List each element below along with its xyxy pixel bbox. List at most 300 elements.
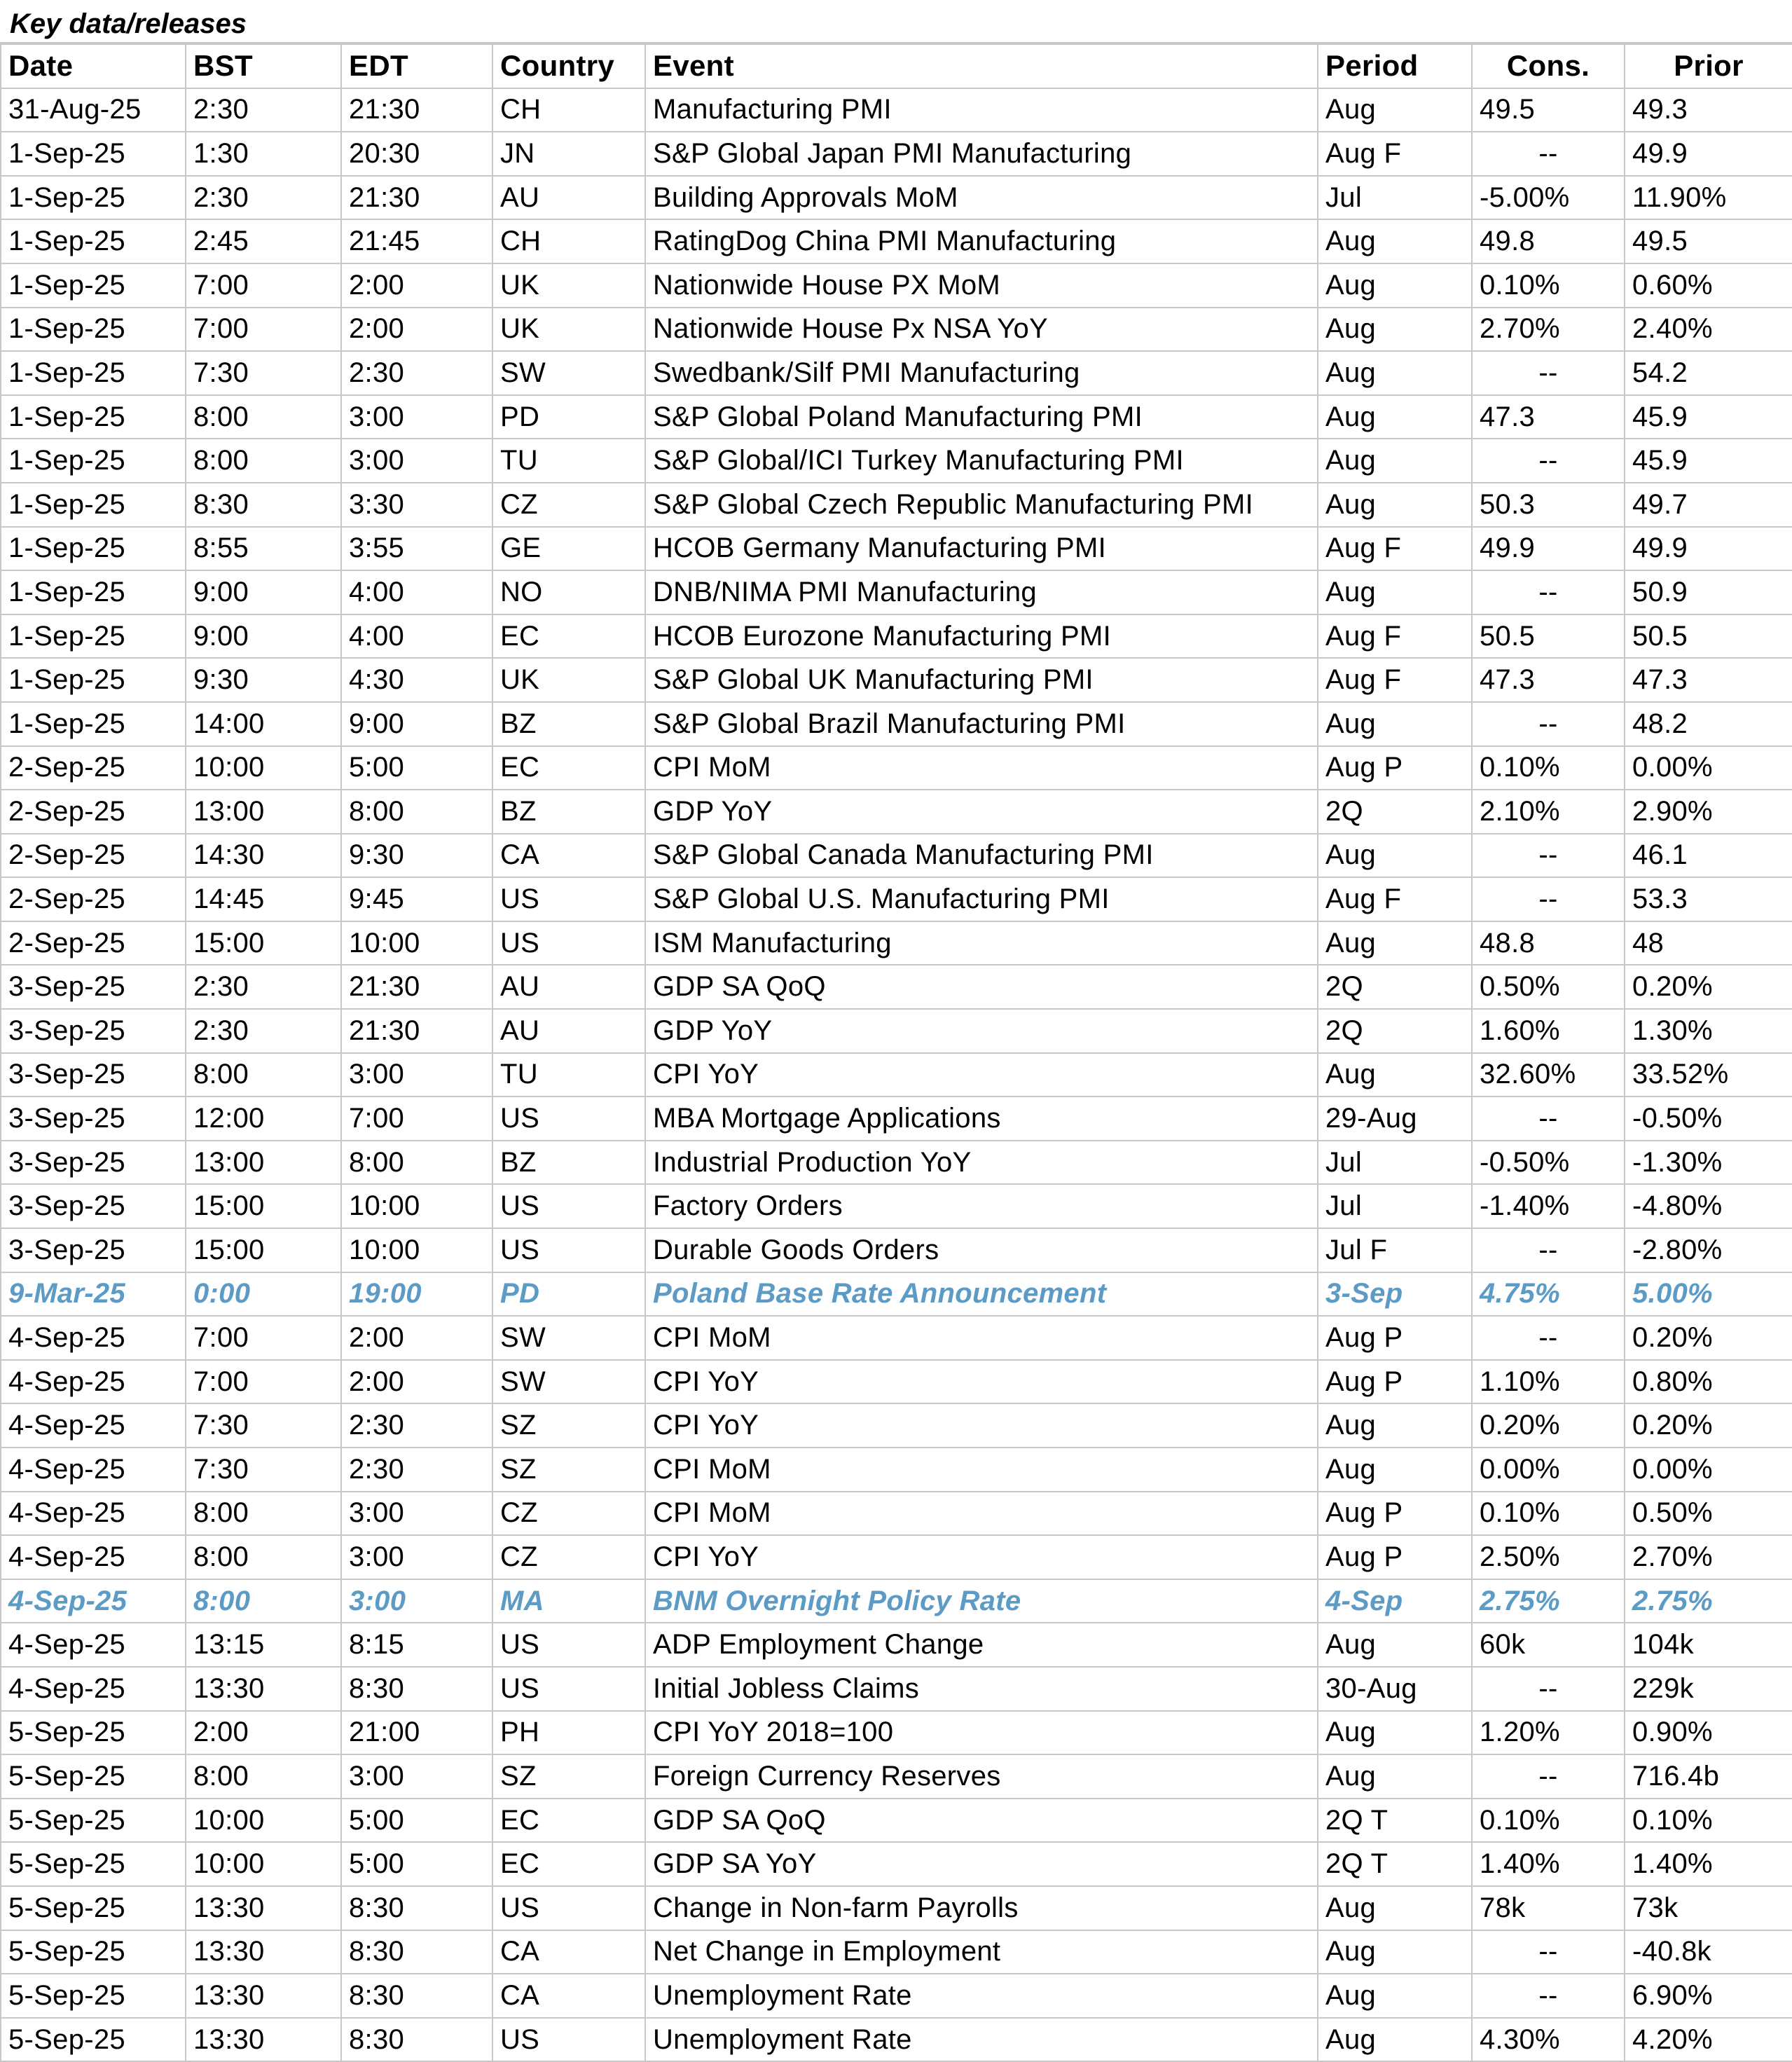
- cell-event[interactable]: ADP Employment Change: [645, 1623, 1318, 1667]
- cell-bst[interactable]: 2:00: [186, 1711, 341, 1755]
- header-period[interactable]: Period: [1318, 44, 1472, 88]
- cell-date[interactable]: 4-Sep-25: [1, 1316, 186, 1360]
- cell-event[interactable]: BNM Overnight Policy Rate: [645, 1579, 1318, 1623]
- cell-edt[interactable]: 2:00: [341, 1360, 492, 1404]
- cell-bst[interactable]: 7:00: [186, 1316, 341, 1360]
- cell-period[interactable]: Aug: [1318, 308, 1472, 352]
- cell-country[interactable]: BZ: [492, 702, 645, 746]
- cell-cons[interactable]: 0.10%: [1472, 1799, 1625, 1843]
- cell-edt[interactable]: 9:00: [341, 702, 492, 746]
- cell-event[interactable]: Nationwide House PX MoM: [645, 263, 1318, 308]
- cell-prior[interactable]: 0.10%: [1625, 1799, 1792, 1843]
- cell-cons[interactable]: -5.00%: [1472, 176, 1625, 220]
- cell-edt[interactable]: 8:00: [341, 790, 492, 834]
- cell-country[interactable]: CZ: [492, 483, 645, 527]
- cell-country[interactable]: US: [492, 877, 645, 921]
- cell-date[interactable]: 9-Mar-25: [1, 1272, 186, 1317]
- cell-country[interactable]: PD: [492, 395, 645, 439]
- cell-country[interactable]: EC: [492, 746, 645, 790]
- cell-period[interactable]: Aug: [1318, 834, 1472, 878]
- cell-period[interactable]: Aug: [1318, 263, 1472, 308]
- cell-country[interactable]: JN: [492, 132, 645, 176]
- cell-date[interactable]: 1-Sep-25: [1, 570, 186, 614]
- cell-edt[interactable]: 7:00: [341, 1097, 492, 1141]
- cell-edt[interactable]: 19:00: [341, 1272, 492, 1317]
- cell-cons[interactable]: 48.8: [1472, 921, 1625, 965]
- cell-edt[interactable]: 3:00: [341, 1579, 492, 1623]
- cell-prior[interactable]: 0.00%: [1625, 746, 1792, 790]
- cell-prior[interactable]: 50.9: [1625, 570, 1792, 614]
- cell-cons[interactable]: --: [1472, 1316, 1625, 1360]
- cell-period[interactable]: Aug P: [1318, 1535, 1472, 1579]
- cell-period[interactable]: 2Q: [1318, 965, 1472, 1009]
- cell-event[interactable]: S&P Global/ICI Turkey Manufacturing PMI: [645, 439, 1318, 483]
- cell-period[interactable]: Aug: [1318, 1403, 1472, 1448]
- cell-date[interactable]: 1-Sep-25: [1, 132, 186, 176]
- cell-event[interactable]: S&P Global Poland Manufacturing PMI: [645, 395, 1318, 439]
- cell-date[interactable]: 1-Sep-25: [1, 527, 186, 571]
- cell-event[interactable]: HCOB Germany Manufacturing PMI: [645, 527, 1318, 571]
- cell-edt[interactable]: 5:00: [341, 1842, 492, 1886]
- cell-edt[interactable]: 3:30: [341, 483, 492, 527]
- cell-bst[interactable]: 14:30: [186, 834, 341, 878]
- cell-edt[interactable]: 3:00: [341, 1754, 492, 1799]
- cell-date[interactable]: 1-Sep-25: [1, 439, 186, 483]
- cell-country[interactable]: EC: [492, 614, 645, 659]
- cell-prior[interactable]: 2.75%: [1625, 1579, 1792, 1623]
- cell-prior[interactable]: 48: [1625, 921, 1792, 965]
- cell-prior[interactable]: 54.2: [1625, 351, 1792, 395]
- header-prior[interactable]: Prior: [1625, 44, 1792, 88]
- cell-country[interactable]: NO: [492, 570, 645, 614]
- cell-event[interactable]: S&P Global Brazil Manufacturing PMI: [645, 702, 1318, 746]
- cell-date[interactable]: 4-Sep-25: [1, 1448, 186, 1492]
- cell-bst[interactable]: 7:00: [186, 1360, 341, 1404]
- cell-country[interactable]: AU: [492, 1009, 645, 1053]
- cell-bst[interactable]: 8:00: [186, 1754, 341, 1799]
- cell-bst[interactable]: 14:00: [186, 702, 341, 746]
- cell-country[interactable]: EC: [492, 1842, 645, 1886]
- cell-bst[interactable]: 13:30: [186, 1667, 341, 1711]
- cell-period[interactable]: Aug F: [1318, 877, 1472, 921]
- cell-country[interactable]: CZ: [492, 1535, 645, 1579]
- cell-prior[interactable]: 5.00%: [1625, 1272, 1792, 1317]
- cell-cons[interactable]: --: [1472, 1228, 1625, 1272]
- cell-period[interactable]: Aug: [1318, 351, 1472, 395]
- cell-date[interactable]: 3-Sep-25: [1, 1228, 186, 1272]
- cell-date[interactable]: 5-Sep-25: [1, 2018, 186, 2062]
- cell-date[interactable]: 1-Sep-25: [1, 263, 186, 308]
- cell-prior[interactable]: 1.30%: [1625, 1009, 1792, 1053]
- cell-date[interactable]: 5-Sep-25: [1, 1842, 186, 1886]
- cell-country[interactable]: US: [492, 1097, 645, 1141]
- cell-event[interactable]: Change in Non-farm Payrolls: [645, 1886, 1318, 1930]
- cell-prior[interactable]: 49.9: [1625, 527, 1792, 571]
- cell-cons[interactable]: --: [1472, 351, 1625, 395]
- cell-cons[interactable]: 0.00%: [1472, 1448, 1625, 1492]
- cell-edt[interactable]: 3:55: [341, 527, 492, 571]
- cell-period[interactable]: Aug: [1318, 1974, 1472, 2018]
- cell-edt[interactable]: 21:30: [341, 1009, 492, 1053]
- cell-cons[interactable]: 47.3: [1472, 658, 1625, 702]
- cell-date[interactable]: 1-Sep-25: [1, 614, 186, 659]
- cell-period[interactable]: Jul: [1318, 1184, 1472, 1228]
- header-edt[interactable]: EDT: [341, 44, 492, 88]
- cell-cons[interactable]: 0.20%: [1472, 1403, 1625, 1448]
- cell-period[interactable]: Aug: [1318, 439, 1472, 483]
- cell-bst[interactable]: 7:30: [186, 1448, 341, 1492]
- cell-cons[interactable]: -0.50%: [1472, 1141, 1625, 1185]
- cell-date[interactable]: 1-Sep-25: [1, 483, 186, 527]
- cell-cons[interactable]: -1.40%: [1472, 1184, 1625, 1228]
- cell-country[interactable]: BZ: [492, 1141, 645, 1185]
- cell-country[interactable]: CH: [492, 219, 645, 263]
- cell-date[interactable]: 3-Sep-25: [1, 965, 186, 1009]
- cell-period[interactable]: Aug: [1318, 219, 1472, 263]
- cell-cons[interactable]: 0.50%: [1472, 965, 1625, 1009]
- cell-prior[interactable]: 6.90%: [1625, 1974, 1792, 2018]
- cell-prior[interactable]: 0.50%: [1625, 1492, 1792, 1536]
- cell-edt[interactable]: 2:30: [341, 1448, 492, 1492]
- cell-bst[interactable]: 7:30: [186, 1403, 341, 1448]
- cell-event[interactable]: Initial Jobless Claims: [645, 1667, 1318, 1711]
- cell-edt[interactable]: 4:00: [341, 570, 492, 614]
- cell-country[interactable]: US: [492, 1623, 645, 1667]
- cell-country[interactable]: MA: [492, 1579, 645, 1623]
- cell-country[interactable]: SW: [492, 1316, 645, 1360]
- cell-bst[interactable]: 12:00: [186, 1097, 341, 1141]
- cell-prior[interactable]: 0.20%: [1625, 1403, 1792, 1448]
- cell-cons[interactable]: 0.10%: [1472, 1492, 1625, 1536]
- cell-event[interactable]: Poland Base Rate Announcement: [645, 1272, 1318, 1317]
- cell-event[interactable]: Unemployment Rate: [645, 1974, 1318, 2018]
- cell-cons[interactable]: --: [1472, 1667, 1625, 1711]
- cell-period[interactable]: Aug: [1318, 1886, 1472, 1930]
- cell-country[interactable]: TU: [492, 1053, 645, 1097]
- cell-period[interactable]: Jul: [1318, 176, 1472, 220]
- cell-period[interactable]: Aug F: [1318, 132, 1472, 176]
- cell-prior[interactable]: -4.80%: [1625, 1184, 1792, 1228]
- cell-date[interactable]: 3-Sep-25: [1, 1184, 186, 1228]
- cell-date[interactable]: 2-Sep-25: [1, 921, 186, 965]
- cell-period[interactable]: Aug: [1318, 921, 1472, 965]
- cell-edt[interactable]: 21:30: [341, 176, 492, 220]
- cell-date[interactable]: 3-Sep-25: [1, 1097, 186, 1141]
- cell-bst[interactable]: 15:00: [186, 1184, 341, 1228]
- cell-event[interactable]: GDP YoY: [645, 790, 1318, 834]
- cell-cons[interactable]: --: [1472, 439, 1625, 483]
- cell-bst[interactable]: 2:30: [186, 965, 341, 1009]
- cell-date[interactable]: 1-Sep-25: [1, 395, 186, 439]
- cell-bst[interactable]: 8:30: [186, 483, 341, 527]
- cell-date[interactable]: 2-Sep-25: [1, 834, 186, 878]
- cell-prior[interactable]: 0.20%: [1625, 965, 1792, 1009]
- cell-cons[interactable]: 1.40%: [1472, 1842, 1625, 1886]
- cell-bst[interactable]: 1:30: [186, 132, 341, 176]
- cell-edt[interactable]: 9:30: [341, 834, 492, 878]
- cell-period[interactable]: Aug: [1318, 1930, 1472, 1974]
- cell-cons[interactable]: 1.60%: [1472, 1009, 1625, 1053]
- cell-date[interactable]: 3-Sep-25: [1, 1009, 186, 1053]
- cell-country[interactable]: SW: [492, 351, 645, 395]
- cell-prior[interactable]: 2.40%: [1625, 308, 1792, 352]
- cell-country[interactable]: CA: [492, 834, 645, 878]
- cell-country[interactable]: SW: [492, 1360, 645, 1404]
- cell-bst[interactable]: 13:30: [186, 1886, 341, 1930]
- cell-date[interactable]: 4-Sep-25: [1, 1403, 186, 1448]
- cell-cons[interactable]: 32.60%: [1472, 1053, 1625, 1097]
- cell-edt[interactable]: 3:00: [341, 395, 492, 439]
- cell-edt[interactable]: 3:00: [341, 1535, 492, 1579]
- cell-bst[interactable]: 13:30: [186, 2018, 341, 2062]
- cell-prior[interactable]: 1.40%: [1625, 1842, 1792, 1886]
- cell-period[interactable]: Aug: [1318, 88, 1472, 132]
- cell-cons[interactable]: --: [1472, 834, 1625, 878]
- cell-bst[interactable]: 7:30: [186, 351, 341, 395]
- cell-prior[interactable]: 0.00%: [1625, 1448, 1792, 1492]
- cell-country[interactable]: UK: [492, 658, 645, 702]
- cell-date[interactable]: 5-Sep-25: [1, 1886, 186, 1930]
- cell-cons[interactable]: 2.50%: [1472, 1535, 1625, 1579]
- cell-edt[interactable]: 21:30: [341, 965, 492, 1009]
- cell-event[interactable]: Durable Goods Orders: [645, 1228, 1318, 1272]
- cell-cons[interactable]: 50.3: [1472, 483, 1625, 527]
- cell-bst[interactable]: 0:00: [186, 1272, 341, 1317]
- cell-date[interactable]: 2-Sep-25: [1, 877, 186, 921]
- cell-event[interactable]: MBA Mortgage Applications: [645, 1097, 1318, 1141]
- cell-cons[interactable]: 1.20%: [1472, 1711, 1625, 1755]
- cell-event[interactable]: DNB/NIMA PMI Manufacturing: [645, 570, 1318, 614]
- cell-bst[interactable]: 8:55: [186, 527, 341, 571]
- cell-date[interactable]: 4-Sep-25: [1, 1579, 186, 1623]
- cell-prior[interactable]: 4.20%: [1625, 2018, 1792, 2062]
- cell-edt[interactable]: 8:30: [341, 1886, 492, 1930]
- cell-event[interactable]: Industrial Production YoY: [645, 1141, 1318, 1185]
- cell-prior[interactable]: 2.90%: [1625, 790, 1792, 834]
- cell-edt[interactable]: 10:00: [341, 921, 492, 965]
- cell-prior[interactable]: 49.3: [1625, 88, 1792, 132]
- cell-bst[interactable]: 10:00: [186, 1799, 341, 1843]
- cell-prior[interactable]: 49.5: [1625, 219, 1792, 263]
- cell-prior[interactable]: 45.9: [1625, 439, 1792, 483]
- cell-date[interactable]: 4-Sep-25: [1, 1623, 186, 1667]
- cell-event[interactable]: S&P Global Canada Manufacturing PMI: [645, 834, 1318, 878]
- cell-period[interactable]: Aug: [1318, 1754, 1472, 1799]
- cell-edt[interactable]: 8:30: [341, 1974, 492, 2018]
- cell-date[interactable]: 3-Sep-25: [1, 1053, 186, 1097]
- cell-period[interactable]: Aug P: [1318, 1316, 1472, 1360]
- cell-bst[interactable]: 13:30: [186, 1930, 341, 1974]
- cell-cons[interactable]: --: [1472, 702, 1625, 746]
- cell-date[interactable]: 1-Sep-25: [1, 351, 186, 395]
- cell-period[interactable]: Aug: [1318, 1053, 1472, 1097]
- cell-edt[interactable]: 8:30: [341, 1667, 492, 1711]
- cell-prior[interactable]: -0.50%: [1625, 1097, 1792, 1141]
- cell-edt[interactable]: 4:30: [341, 658, 492, 702]
- cell-prior[interactable]: 229k: [1625, 1667, 1792, 1711]
- cell-date[interactable]: 4-Sep-25: [1, 1667, 186, 1711]
- cell-prior[interactable]: 104k: [1625, 1623, 1792, 1667]
- cell-edt[interactable]: 8:15: [341, 1623, 492, 1667]
- cell-event[interactable]: CPI YoY: [645, 1403, 1318, 1448]
- cell-edt[interactable]: 5:00: [341, 1799, 492, 1843]
- cell-cons[interactable]: 49.8: [1472, 219, 1625, 263]
- cell-period[interactable]: Aug: [1318, 395, 1472, 439]
- cell-country[interactable]: AU: [492, 965, 645, 1009]
- cell-period[interactable]: Aug F: [1318, 658, 1472, 702]
- cell-edt[interactable]: 9:45: [341, 877, 492, 921]
- cell-event[interactable]: CPI MoM: [645, 1448, 1318, 1492]
- cell-prior[interactable]: 48.2: [1625, 702, 1792, 746]
- cell-cons[interactable]: 4.75%: [1472, 1272, 1625, 1317]
- cell-edt[interactable]: 2:00: [341, 308, 492, 352]
- cell-cons[interactable]: 50.5: [1472, 614, 1625, 659]
- cell-bst[interactable]: 7:00: [186, 263, 341, 308]
- cell-prior[interactable]: 0.90%: [1625, 1711, 1792, 1755]
- cell-period[interactable]: 3-Sep: [1318, 1272, 1472, 1317]
- cell-country[interactable]: US: [492, 1886, 645, 1930]
- cell-date[interactable]: 3-Sep-25: [1, 1141, 186, 1185]
- cell-period[interactable]: Aug P: [1318, 1492, 1472, 1536]
- cell-edt[interactable]: 10:00: [341, 1228, 492, 1272]
- cell-period[interactable]: Aug: [1318, 702, 1472, 746]
- cell-period[interactable]: 2Q T: [1318, 1842, 1472, 1886]
- cell-bst[interactable]: 8:00: [186, 395, 341, 439]
- cell-event[interactable]: CPI YoY: [645, 1360, 1318, 1404]
- cell-period[interactable]: 29-Aug: [1318, 1097, 1472, 1141]
- cell-period[interactable]: Aug: [1318, 483, 1472, 527]
- cell-cons[interactable]: --: [1472, 1974, 1625, 2018]
- cell-event[interactable]: GDP SA QoQ: [645, 965, 1318, 1009]
- cell-country[interactable]: CH: [492, 88, 645, 132]
- cell-event[interactable]: RatingDog China PMI Manufacturing: [645, 219, 1318, 263]
- cell-bst[interactable]: 13:15: [186, 1623, 341, 1667]
- cell-country[interactable]: US: [492, 1667, 645, 1711]
- cell-bst[interactable]: 15:00: [186, 921, 341, 965]
- cell-bst[interactable]: 2:30: [186, 88, 341, 132]
- cell-prior[interactable]: -1.30%: [1625, 1141, 1792, 1185]
- cell-cons[interactable]: 2.75%: [1472, 1579, 1625, 1623]
- cell-cons[interactable]: 2.70%: [1472, 308, 1625, 352]
- cell-prior[interactable]: 11.90%: [1625, 176, 1792, 220]
- cell-event[interactable]: Nationwide House Px NSA YoY: [645, 308, 1318, 352]
- cell-bst[interactable]: 8:00: [186, 1053, 341, 1097]
- cell-country[interactable]: PH: [492, 1711, 645, 1755]
- cell-bst[interactable]: 9:00: [186, 570, 341, 614]
- cell-bst[interactable]: 7:00: [186, 308, 341, 352]
- cell-period[interactable]: Aug: [1318, 570, 1472, 614]
- cell-edt[interactable]: 3:00: [341, 439, 492, 483]
- cell-country[interactable]: US: [492, 921, 645, 965]
- cell-prior[interactable]: 47.3: [1625, 658, 1792, 702]
- cell-period[interactable]: 30-Aug: [1318, 1667, 1472, 1711]
- cell-country[interactable]: AU: [492, 176, 645, 220]
- cell-country[interactable]: US: [492, 1184, 645, 1228]
- cell-edt[interactable]: 5:00: [341, 746, 492, 790]
- cell-period[interactable]: Jul: [1318, 1141, 1472, 1185]
- cell-cons[interactable]: 49.9: [1472, 527, 1625, 571]
- cell-cons[interactable]: --: [1472, 1930, 1625, 1974]
- cell-date[interactable]: 4-Sep-25: [1, 1360, 186, 1404]
- cell-country[interactable]: CA: [492, 1974, 645, 2018]
- cell-edt[interactable]: 2:00: [341, 1316, 492, 1360]
- header-cons[interactable]: Cons.: [1472, 44, 1625, 88]
- cell-country[interactable]: SZ: [492, 1448, 645, 1492]
- cell-event[interactable]: GDP YoY: [645, 1009, 1318, 1053]
- cell-country[interactable]: SZ: [492, 1754, 645, 1799]
- header-bst[interactable]: BST: [186, 44, 341, 88]
- cell-cons[interactable]: --: [1472, 570, 1625, 614]
- cell-period[interactable]: 2Q: [1318, 790, 1472, 834]
- cell-country[interactable]: CA: [492, 1930, 645, 1974]
- cell-cons[interactable]: 47.3: [1472, 395, 1625, 439]
- cell-cons[interactable]: 0.10%: [1472, 746, 1625, 790]
- cell-prior[interactable]: 33.52%: [1625, 1053, 1792, 1097]
- cell-period[interactable]: 4-Sep: [1318, 1579, 1472, 1623]
- cell-date[interactable]: 2-Sep-25: [1, 790, 186, 834]
- cell-event[interactable]: ISM Manufacturing: [645, 921, 1318, 965]
- cell-event[interactable]: CPI YoY: [645, 1535, 1318, 1579]
- cell-date[interactable]: 4-Sep-25: [1, 1535, 186, 1579]
- cell-country[interactable]: SZ: [492, 1403, 645, 1448]
- cell-country[interactable]: UK: [492, 263, 645, 308]
- cell-period[interactable]: Aug F: [1318, 614, 1472, 659]
- cell-cons[interactable]: 49.5: [1472, 88, 1625, 132]
- cell-prior[interactable]: 0.20%: [1625, 1316, 1792, 1360]
- cell-edt[interactable]: 8:30: [341, 1930, 492, 1974]
- cell-edt[interactable]: 10:00: [341, 1184, 492, 1228]
- cell-bst[interactable]: 14:45: [186, 877, 341, 921]
- cell-bst[interactable]: 9:00: [186, 614, 341, 659]
- cell-event[interactable]: Swedbank/Silf PMI Manufacturing: [645, 351, 1318, 395]
- cell-event[interactable]: Net Change in Employment: [645, 1930, 1318, 1974]
- cell-prior[interactable]: 716.4b: [1625, 1754, 1792, 1799]
- cell-edt[interactable]: 20:30: [341, 132, 492, 176]
- cell-bst[interactable]: 8:00: [186, 1579, 341, 1623]
- cell-date[interactable]: 5-Sep-25: [1, 1974, 186, 2018]
- cell-prior[interactable]: 49.9: [1625, 132, 1792, 176]
- cell-cons[interactable]: --: [1472, 877, 1625, 921]
- cell-country[interactable]: CZ: [492, 1492, 645, 1536]
- cell-prior[interactable]: -40.8k: [1625, 1930, 1792, 1974]
- cell-event[interactable]: CPI MoM: [645, 1316, 1318, 1360]
- cell-cons[interactable]: --: [1472, 1097, 1625, 1141]
- cell-country[interactable]: TU: [492, 439, 645, 483]
- cell-edt[interactable]: 21:30: [341, 88, 492, 132]
- cell-date[interactable]: 1-Sep-25: [1, 176, 186, 220]
- cell-cons[interactable]: --: [1472, 132, 1625, 176]
- cell-date[interactable]: 1-Sep-25: [1, 308, 186, 352]
- cell-date[interactable]: 1-Sep-25: [1, 658, 186, 702]
- cell-country[interactable]: EC: [492, 1799, 645, 1843]
- cell-event[interactable]: GDP SA QoQ: [645, 1799, 1318, 1843]
- cell-country[interactable]: US: [492, 2018, 645, 2062]
- cell-event[interactable]: S&P Global UK Manufacturing PMI: [645, 658, 1318, 702]
- cell-bst[interactable]: 13:00: [186, 1141, 341, 1185]
- cell-period[interactable]: 2Q T: [1318, 1799, 1472, 1843]
- cell-period[interactable]: Aug P: [1318, 746, 1472, 790]
- cell-bst[interactable]: 2:45: [186, 219, 341, 263]
- cell-prior[interactable]: 49.7: [1625, 483, 1792, 527]
- cell-bst[interactable]: 2:30: [186, 1009, 341, 1053]
- cell-event[interactable]: S&P Global Japan PMI Manufacturing: [645, 132, 1318, 176]
- cell-edt[interactable]: 2:30: [341, 1403, 492, 1448]
- cell-date[interactable]: 5-Sep-25: [1, 1754, 186, 1799]
- cell-event[interactable]: GDP SA YoY: [645, 1842, 1318, 1886]
- cell-bst[interactable]: 9:30: [186, 658, 341, 702]
- header-country[interactable]: Country: [492, 44, 645, 88]
- cell-cons[interactable]: 4.30%: [1472, 2018, 1625, 2062]
